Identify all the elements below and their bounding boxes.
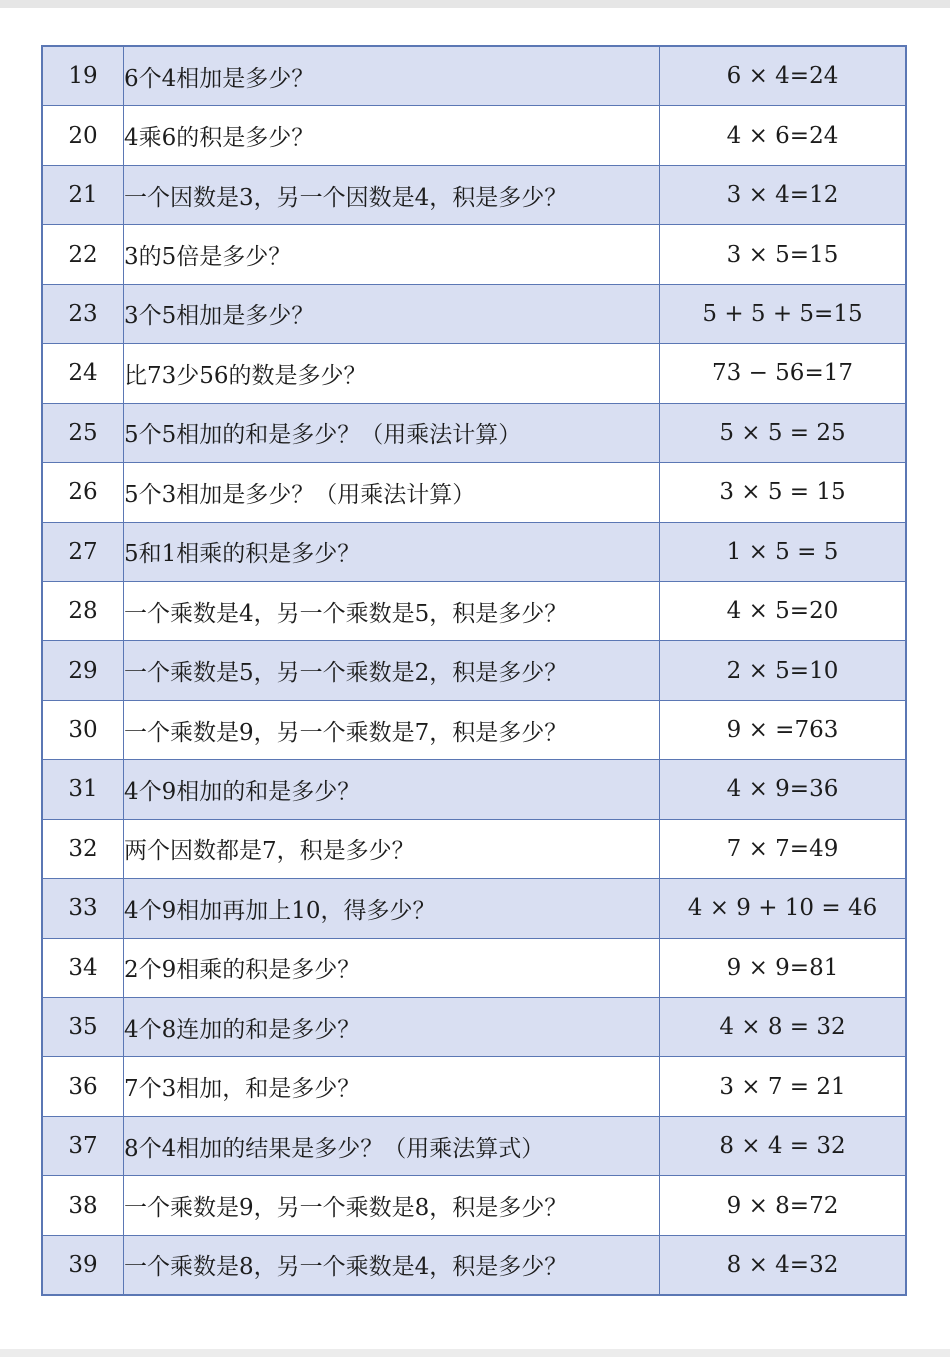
table-row xyxy=(43,581,905,640)
table-row xyxy=(43,106,905,165)
problem-answer: 3 × 5=15 xyxy=(660,225,906,284)
problem-question: 一个乘数是8，另一个乘数是4，积是多少？ xyxy=(124,1235,660,1294)
problem-answer: 5 × 5 = 25 xyxy=(660,403,906,462)
table-row xyxy=(43,463,905,522)
table-row xyxy=(43,641,905,700)
problem-question: 两个因数都是7，积是多少？ xyxy=(124,819,660,878)
table-row xyxy=(43,819,905,878)
problem-number: 37 xyxy=(43,1116,124,1175)
problem-table-body xyxy=(43,47,905,1294)
problem-number: 32 xyxy=(43,819,124,878)
problem-number: 35 xyxy=(43,998,124,1057)
problem-answer: 2 × 5=10 xyxy=(660,641,906,700)
problem-answer: 8 × 4 = 32 xyxy=(660,1116,906,1175)
problem-question: 4乘6的积是多少？ xyxy=(124,106,660,165)
problem-question: 5个3相加是多少？（用乘法计算） xyxy=(124,463,660,522)
problem-table-container xyxy=(41,45,907,1296)
table-row xyxy=(43,344,905,403)
problem-number: 31 xyxy=(43,760,124,819)
table-row xyxy=(43,1057,905,1116)
problem-number: 28 xyxy=(43,581,124,640)
problem-number: 33 xyxy=(43,879,124,938)
problem-number: 21 xyxy=(43,165,124,224)
problem-answer: 4 × 8 = 32 xyxy=(660,998,906,1057)
problem-question: 一个乘数是4，另一个乘数是5，积是多少？ xyxy=(124,581,660,640)
table-row xyxy=(43,165,905,224)
bottom-page-edge xyxy=(0,1349,950,1357)
problem-number: 27 xyxy=(43,522,124,581)
problem-answer: 9 × 9=81 xyxy=(660,938,906,997)
problem-number: 23 xyxy=(43,284,124,343)
problem-answer: 1 × 5 = 5 xyxy=(660,522,906,581)
problem-answer: 7 × 7=49 xyxy=(660,819,906,878)
problem-question: 4个9相加的和是多少？ xyxy=(124,760,660,819)
problem-question: 一个乘数是9，另一个乘数是8，积是多少？ xyxy=(124,1176,660,1235)
problem-answer: 3 × 5 = 15 xyxy=(660,463,906,522)
table-row xyxy=(43,1235,905,1294)
problem-question: 4个9相加再加上10，得多少？ xyxy=(124,879,660,938)
problem-answer: 3 × 7 = 21 xyxy=(660,1057,906,1116)
problem-number: 36 xyxy=(43,1057,124,1116)
problem-question: 4个8连加的和是多少？ xyxy=(124,998,660,1057)
problem-number: 38 xyxy=(43,1176,124,1235)
problem-answer: 3 × 4=12 xyxy=(660,165,906,224)
problem-number: 30 xyxy=(43,700,124,759)
problem-answer: 5 + 5 + 5=15 xyxy=(660,284,906,343)
problem-number: 22 xyxy=(43,225,124,284)
table-row xyxy=(43,522,905,581)
problem-question: 6个4相加是多少？ xyxy=(124,47,660,106)
problem-answer: 9 × =763 xyxy=(660,700,906,759)
problem-answer: 4 × 5=20 xyxy=(660,581,906,640)
problem-question: 3个5相加是多少？ xyxy=(124,284,660,343)
problem-answer: 4 × 9 + 10 = 46 xyxy=(660,879,906,938)
problem-number: 39 xyxy=(43,1235,124,1294)
table-row xyxy=(43,225,905,284)
problem-question: 5和1相乘的积是多少？ xyxy=(124,522,660,581)
problem-answer: 9 × 8=72 xyxy=(660,1176,906,1235)
table-row xyxy=(43,700,905,759)
problem-question: 5个5相加的和是多少？（用乘法计算） xyxy=(124,403,660,462)
problem-number: 24 xyxy=(43,344,124,403)
problem-number: 20 xyxy=(43,106,124,165)
problem-answer: 73 − 56=17 xyxy=(660,344,906,403)
table-row xyxy=(43,47,905,106)
problem-question: 比73少56的数是多少？ xyxy=(124,344,660,403)
problem-question: 3的5倍是多少？ xyxy=(124,225,660,284)
problem-question: 一个因数是3，另一个因数是4，积是多少？ xyxy=(124,165,660,224)
problem-question: 一个乘数是9，另一个乘数是7，积是多少？ xyxy=(124,700,660,759)
problem-answer: 6 × 4=24 xyxy=(660,47,906,106)
problem-number: 25 xyxy=(43,403,124,462)
table-row xyxy=(43,1116,905,1175)
top-page-edge xyxy=(0,0,950,8)
problem-number: 34 xyxy=(43,938,124,997)
problem-table xyxy=(43,47,905,1294)
problem-number: 29 xyxy=(43,641,124,700)
problem-answer: 4 × 6=24 xyxy=(660,106,906,165)
problem-number: 19 xyxy=(43,47,124,106)
problem-question: 7个3相加，和是多少？ xyxy=(124,1057,660,1116)
problem-answer: 4 × 9=36 xyxy=(660,760,906,819)
problem-question: 8个4相加的结果是多少？（用乘法算式） xyxy=(124,1116,660,1175)
problem-question: 2个9相乘的积是多少？ xyxy=(124,938,660,997)
table-row xyxy=(43,879,905,938)
table-row xyxy=(43,938,905,997)
table-row xyxy=(43,403,905,462)
problem-number: 26 xyxy=(43,463,124,522)
table-row xyxy=(43,1176,905,1235)
problem-answer: 8 × 4=32 xyxy=(660,1235,906,1294)
problem-question: 一个乘数是5，另一个乘数是2，积是多少？ xyxy=(124,641,660,700)
table-row xyxy=(43,760,905,819)
table-row xyxy=(43,998,905,1057)
table-row xyxy=(43,284,905,343)
